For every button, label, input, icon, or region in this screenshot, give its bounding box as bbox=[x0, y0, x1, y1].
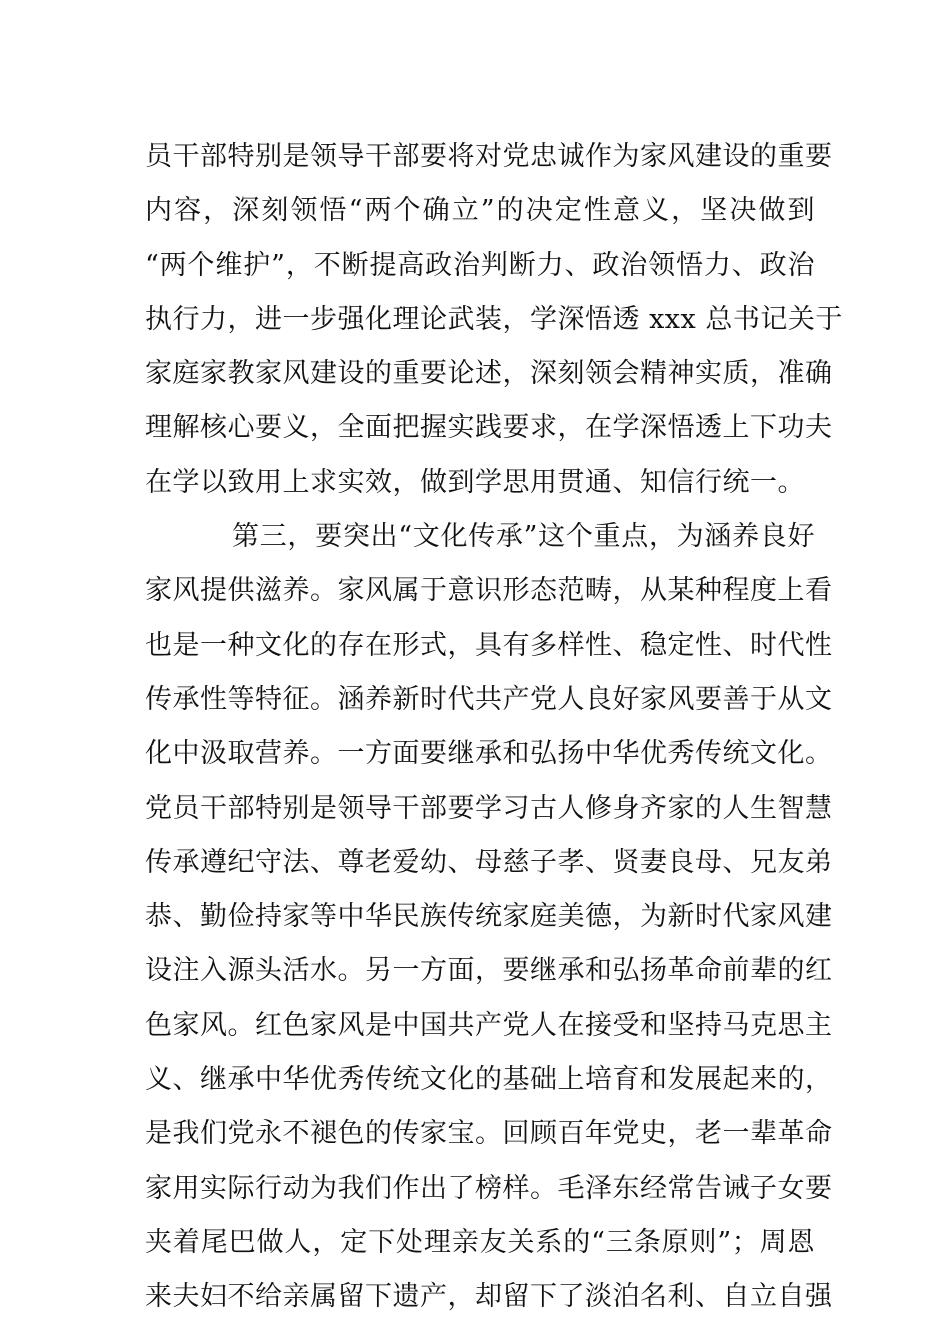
text-line: 员干部特别是领导干部要将对党忠诚作为家风建设的重要 bbox=[145, 141, 833, 172]
text-line: 传承遵纪守法、尊老爱幼、母慈子孝、贤妻良母、兄友弟 bbox=[145, 846, 833, 878]
body-text bbox=[145, 130, 843, 1325]
text-line: 也是一种文化的存在形式，具有多样性、稳定性、时代性 bbox=[145, 629, 833, 661]
text-line: 恭、勤俭持家等中华民族传统家庭美德，为新时代家风建 bbox=[145, 901, 833, 933]
text-line: 家风提供滋养。家风属于意识形态范畴，从某种程度上看 bbox=[145, 575, 833, 607]
text-line: 义、继承中华优秀传统文化的基础上培育和发展起来的， bbox=[145, 1064, 833, 1096]
paragraph-start-line: 第三，要突出“文化传承”这个重点，为涵养良好 bbox=[232, 521, 815, 553]
text-line: 内容，深刻领悟“两个确立”的决定性意义，坚决做到 bbox=[145, 195, 815, 227]
text-line: 理解核心要义，全面把握实践要求，在学深悟透上下功夫 bbox=[145, 412, 833, 444]
text-line: “两个维护”，不断提高政治判断力、政治领悟力、政治 bbox=[145, 249, 815, 281]
text-line: 是我们党永不褪色的传家宝。回顾百年党史，老一辈革命 bbox=[145, 1118, 833, 1150]
text-line: 党员干部特别是领导干部要学习古人修身齐家的人生智慧 bbox=[145, 792, 833, 824]
text-line: 设注入源头活水。另一方面，要继承和弘扬革命前辈的红 bbox=[145, 955, 833, 987]
text-line: 家庭家教家风建设的重要论述，深刻领会精神实质，准确 bbox=[145, 358, 833, 390]
text-line: 家用实际行动为我们作出了榜样。毛泽东经常告诫子女要 bbox=[145, 1172, 833, 1204]
text-line: 色家风。红色家风是中国共产党人在接受和坚持马克思主 bbox=[145, 1009, 833, 1041]
text-line: 来夫妇不给亲属留下遗产，却留下了淡泊名利、自立自强 bbox=[145, 1281, 833, 1313]
text-line: 夹着尾巴做人，定下处理亲友关系的“三条原则”；周恩 bbox=[145, 1226, 815, 1258]
text-line: 执行力，进一步强化理论武装，学深悟透 xxx 总书记关于 bbox=[145, 303, 843, 335]
text-line: 在学以致用上求实效，做到学思用贯通、知信行统一。 bbox=[145, 466, 805, 498]
text-line: 传承性等特征。涵养新时代共产党人良好家风要善于从文 bbox=[145, 683, 833, 715]
text-line: 化中汲取营养。一方面要继承和弘扬中华优秀传统文化。 bbox=[145, 738, 833, 770]
